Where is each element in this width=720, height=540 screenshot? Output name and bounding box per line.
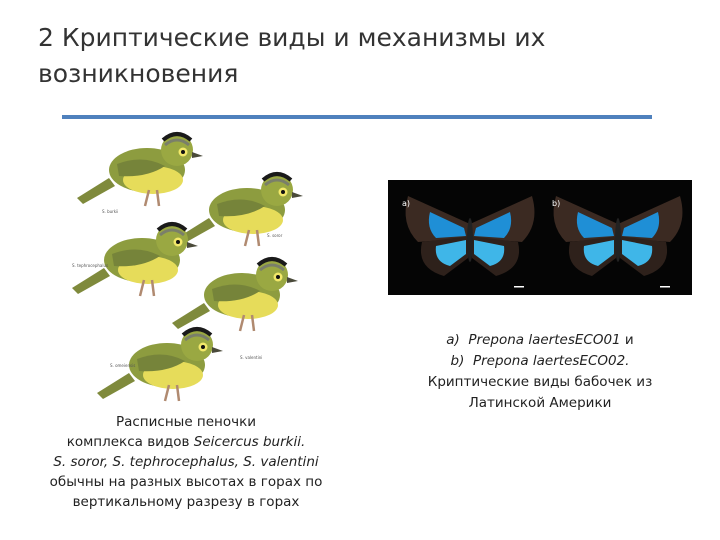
scale-bar-b [660,286,670,288]
bird-3 [72,224,198,296]
butterflies-caption-line-4: Латинской Америки [468,395,612,411]
title-divider [62,115,652,119]
butterflies-caption-line-3: Криптические виды бабочек из [427,374,653,390]
warbler-illustration [62,125,327,415]
bird-4 [172,259,298,331]
butterflies-caption-item-a: a) Prepona laertesECO01 и [446,332,634,348]
birds-caption-line-1: Расписные пеночки [115,414,257,430]
bird-label-2: S. soror [267,233,283,238]
butterfly-label-b: b) [552,199,561,208]
butterflies-caption-item-b: b) Prepona laertesECO02. [450,353,630,369]
bird-1 [77,134,203,206]
bird-label-4: S. valentini [240,355,263,360]
birds-caption-line-3: S. soror, S. tephrocephalus, S. valentini [53,454,319,470]
bird-label-1: S. burkii [102,209,119,214]
butterfly-b [554,196,683,276]
bird-label-3: S. tephrocephalus [72,263,109,268]
scale-bar-a [514,286,524,288]
butterfly-a [406,196,535,276]
butterflies-caption [388,330,692,414]
butterfly-label-a: a) [402,199,411,208]
birds-caption [36,412,336,512]
bird-label-5: S. omeiensis [110,363,136,368]
bird-2 [177,174,303,246]
butterfly-photo [388,180,692,295]
birds-caption-line-5: вертикальному разрезу в горах [72,494,300,510]
slide-title: 2 Криптические виды и механизмы их возникновения [38,23,546,88]
birds-caption-line-2: комплекса видов Seicercus burkii. [66,434,306,450]
birds-caption-line-4: обычны на разных высотах в горах по [49,474,323,490]
